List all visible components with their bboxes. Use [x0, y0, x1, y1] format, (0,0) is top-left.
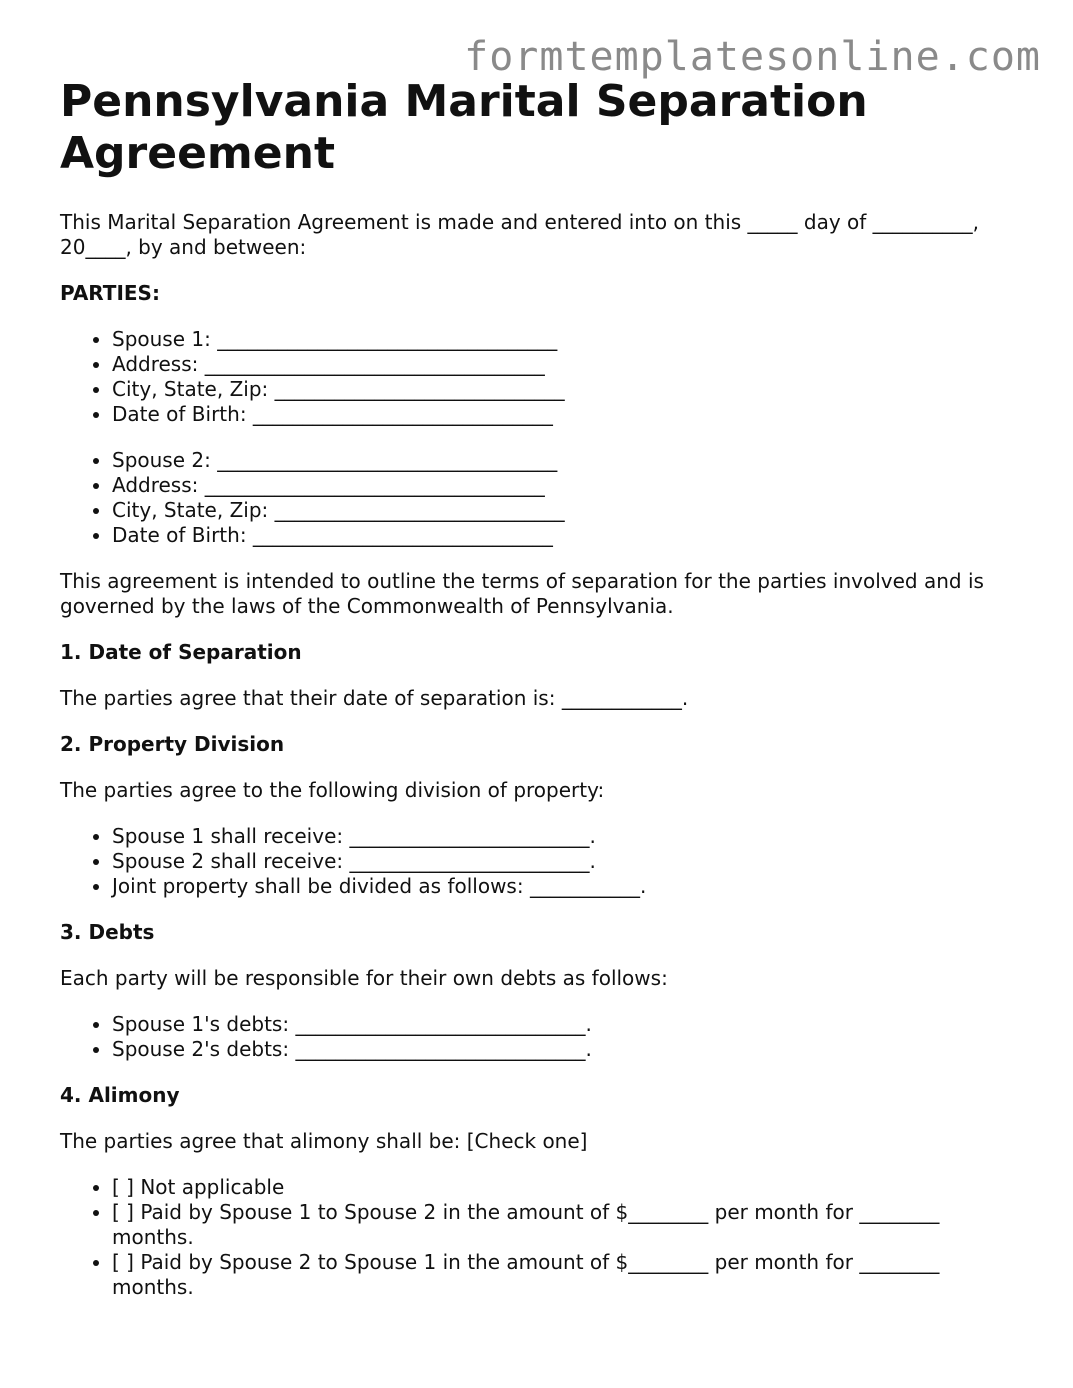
alimony-text: The parties agree that alimony shall be: [Check one]: [60, 1129, 588, 1153]
list-item: • Date of Birth: ______________________________: [112, 402, 1020, 427]
section-heading-debts: 3. Debts: [60, 920, 155, 944]
debts-text: Each party will be responsible for their own debts as follows:: [60, 966, 668, 990]
debts-list: [60, 1012, 1020, 1062]
list-item: • Spouse 1's debts: _____________________________.: [112, 1012, 1020, 1037]
document-page: [60, 76, 1020, 1300]
parties-heading: PARTIES:: [60, 281, 160, 305]
list-item: • Spouse 2's debts: _____________________________.: [112, 1037, 1020, 1062]
list-item: • Address: __________________________________: [112, 473, 1020, 498]
list-item: • [ ] Paid by Spouse 2 to Spouse 1 in the amount of $________ per month for ________ months.: [112, 1250, 1020, 1300]
watermark: formtemplatesonline.com: [464, 34, 1041, 80]
list-item: • Date of Birth: ______________________________: [112, 523, 1020, 548]
list-item: • Spouse 1 shall receive: ________________________.: [112, 824, 1020, 849]
section-heading-alimony: 4. Alimony: [60, 1083, 180, 1107]
alimony-list: [60, 1175, 1020, 1300]
section-heading-separation: 1. Date of Separation: [60, 640, 302, 664]
separation-text: The parties agree that their date of separation is: ____________.: [60, 686, 689, 710]
section-heading-property: 2. Property Division: [60, 732, 285, 756]
list-item: • Spouse 1: __________________________________: [112, 327, 1020, 352]
spouse2-list: [60, 448, 1020, 548]
spouse1-list: [60, 327, 1020, 427]
intro-paragraph: This Marital Separation Agreement is made and entered into on this _____ day of __________, 20____, by and between:: [60, 210, 980, 259]
list-item: • [ ] Not applicable: [112, 1175, 1020, 1200]
governing-paragraph: This agreement is intended to outline the terms of separation for the parties involved and is governed by the laws of the Commonwealth of Pennsylvania.: [60, 569, 984, 618]
list-item: • [ ] Paid by Spouse 1 to Spouse 2 in the amount of $________ per month for ________ months.: [112, 1200, 1020, 1250]
list-item: • Spouse 2: __________________________________: [112, 448, 1020, 473]
document-title: Pennsylvania Marital Separation Agreement: [60, 76, 868, 179]
list-item: • City, State, Zip: _____________________________: [112, 377, 1020, 402]
property-list: [60, 824, 1020, 899]
property-text: The parties agree to the following division of property:: [60, 778, 605, 802]
list-item: • Spouse 2 shall receive: ________________________.: [112, 849, 1020, 874]
list-item: • City, State, Zip: _____________________________: [112, 498, 1020, 523]
list-item: • Joint property shall be divided as follows: ___________.: [112, 874, 1020, 899]
list-item: • Address: __________________________________: [112, 352, 1020, 377]
